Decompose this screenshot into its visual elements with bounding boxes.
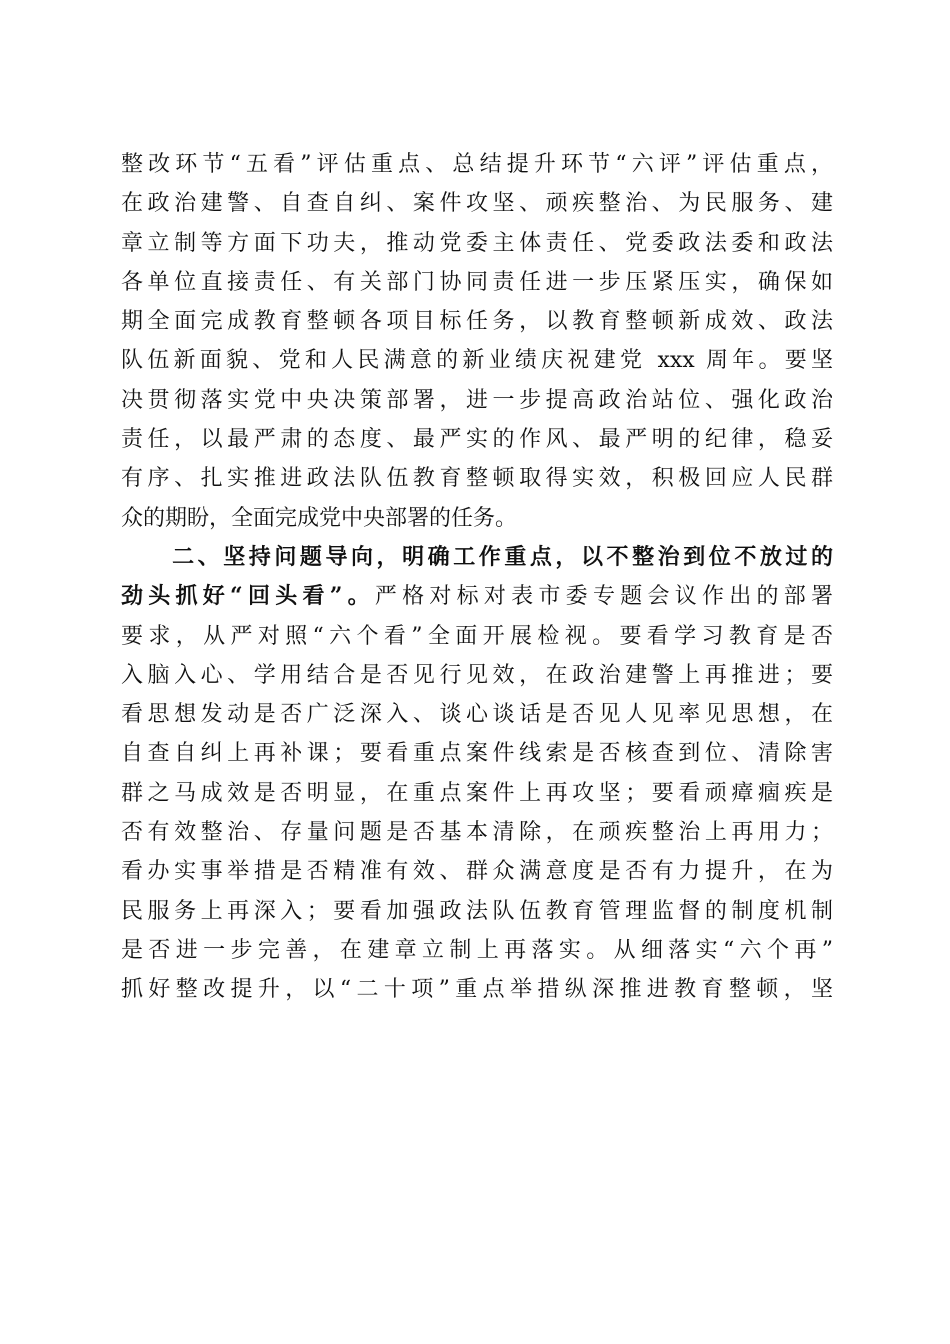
paragraph-line: 在政治建警、自查自纠、案件攻坚、顽疾整治、为民服务、建 xyxy=(121,191,833,217)
paragraph-line: 有序、扎实推进政法队伍教育整顿取得实效，积极回应人民群 xyxy=(121,466,833,492)
paragraph-line: 民服务上再深入；要看加强政法队伍教育管理监督的制度机制 xyxy=(121,898,833,924)
paragraph-line: 抓好整改提升，以“二十项”重点举措纵深推进教育整顿，坚 xyxy=(121,977,833,1003)
paragraph-line: 自查自纠上再补课；要看重点案件线索是否核查到位、清除害 xyxy=(121,741,833,767)
paragraph-line: 整改环节“五看”评估重点、总结提升环节“六评”评估重点， xyxy=(121,152,833,177)
paragraph-line: 看思想发动是否广泛深入、谈心谈话是否见人见率见思想，在 xyxy=(121,702,833,728)
paragraph-line: 章立制等方面下功夫，推动党委主体责任、党委政法委和政法 xyxy=(121,230,833,256)
paragraph-text: 严格对标对表市委专题会议作出的部署 xyxy=(374,584,833,610)
paragraph-line: 决贯彻落实党中央决策部署，进一步提高政治站位、强化政治 xyxy=(121,387,833,413)
paragraph-line: 看办实事举措是否精准有效、群众满意度是否有力提升，在为 xyxy=(121,859,833,885)
paragraph-line xyxy=(121,577,833,616)
paragraph-line: 入脑入心、学用结合是否见行见效，在政治建警上再推进；要 xyxy=(121,662,833,688)
document-body xyxy=(121,145,833,1010)
paragraph-line: 是否进一步完善，在建章立制上再落实。从细落实“六个再” xyxy=(121,937,833,963)
paragraph-line: 队伍新面貌、党和人民满意的新业绩庆祝建党 xxx 周年。要坚 xyxy=(121,348,833,374)
section-heading: 二、坚持问题导向，明确工作重点，以不整治到位不放过的 xyxy=(121,543,833,570)
paragraph-line: 众的期盼，全面完成党中央部署的任务。 xyxy=(121,505,518,531)
paragraph-line: 各单位直接责任、有关部门协同责任进一步压紧压实，确保如 xyxy=(121,269,833,295)
paragraph-line: 要求，从严对照“六个看”全面开展检视。要看学习教育是否 xyxy=(121,623,833,649)
section-heading-tail: 劲头抓好“回头看”。 xyxy=(121,583,375,610)
paragraph-line: 期全面完成教育整顿各项目标任务，以教育整顿新成效、政法 xyxy=(121,309,833,335)
paragraph-line: 否有效整治、存量问题是否基本清除，在顽疾整治上再用力； xyxy=(121,820,833,846)
paragraph-line: 群之马成效是否明显，在重点案件上再攻坚；要看顽瘴痼疾是 xyxy=(121,780,833,806)
paragraph-line: 责任，以最严肃的态度、最严实的作风、最严明的纪律，稳妥 xyxy=(121,427,833,453)
